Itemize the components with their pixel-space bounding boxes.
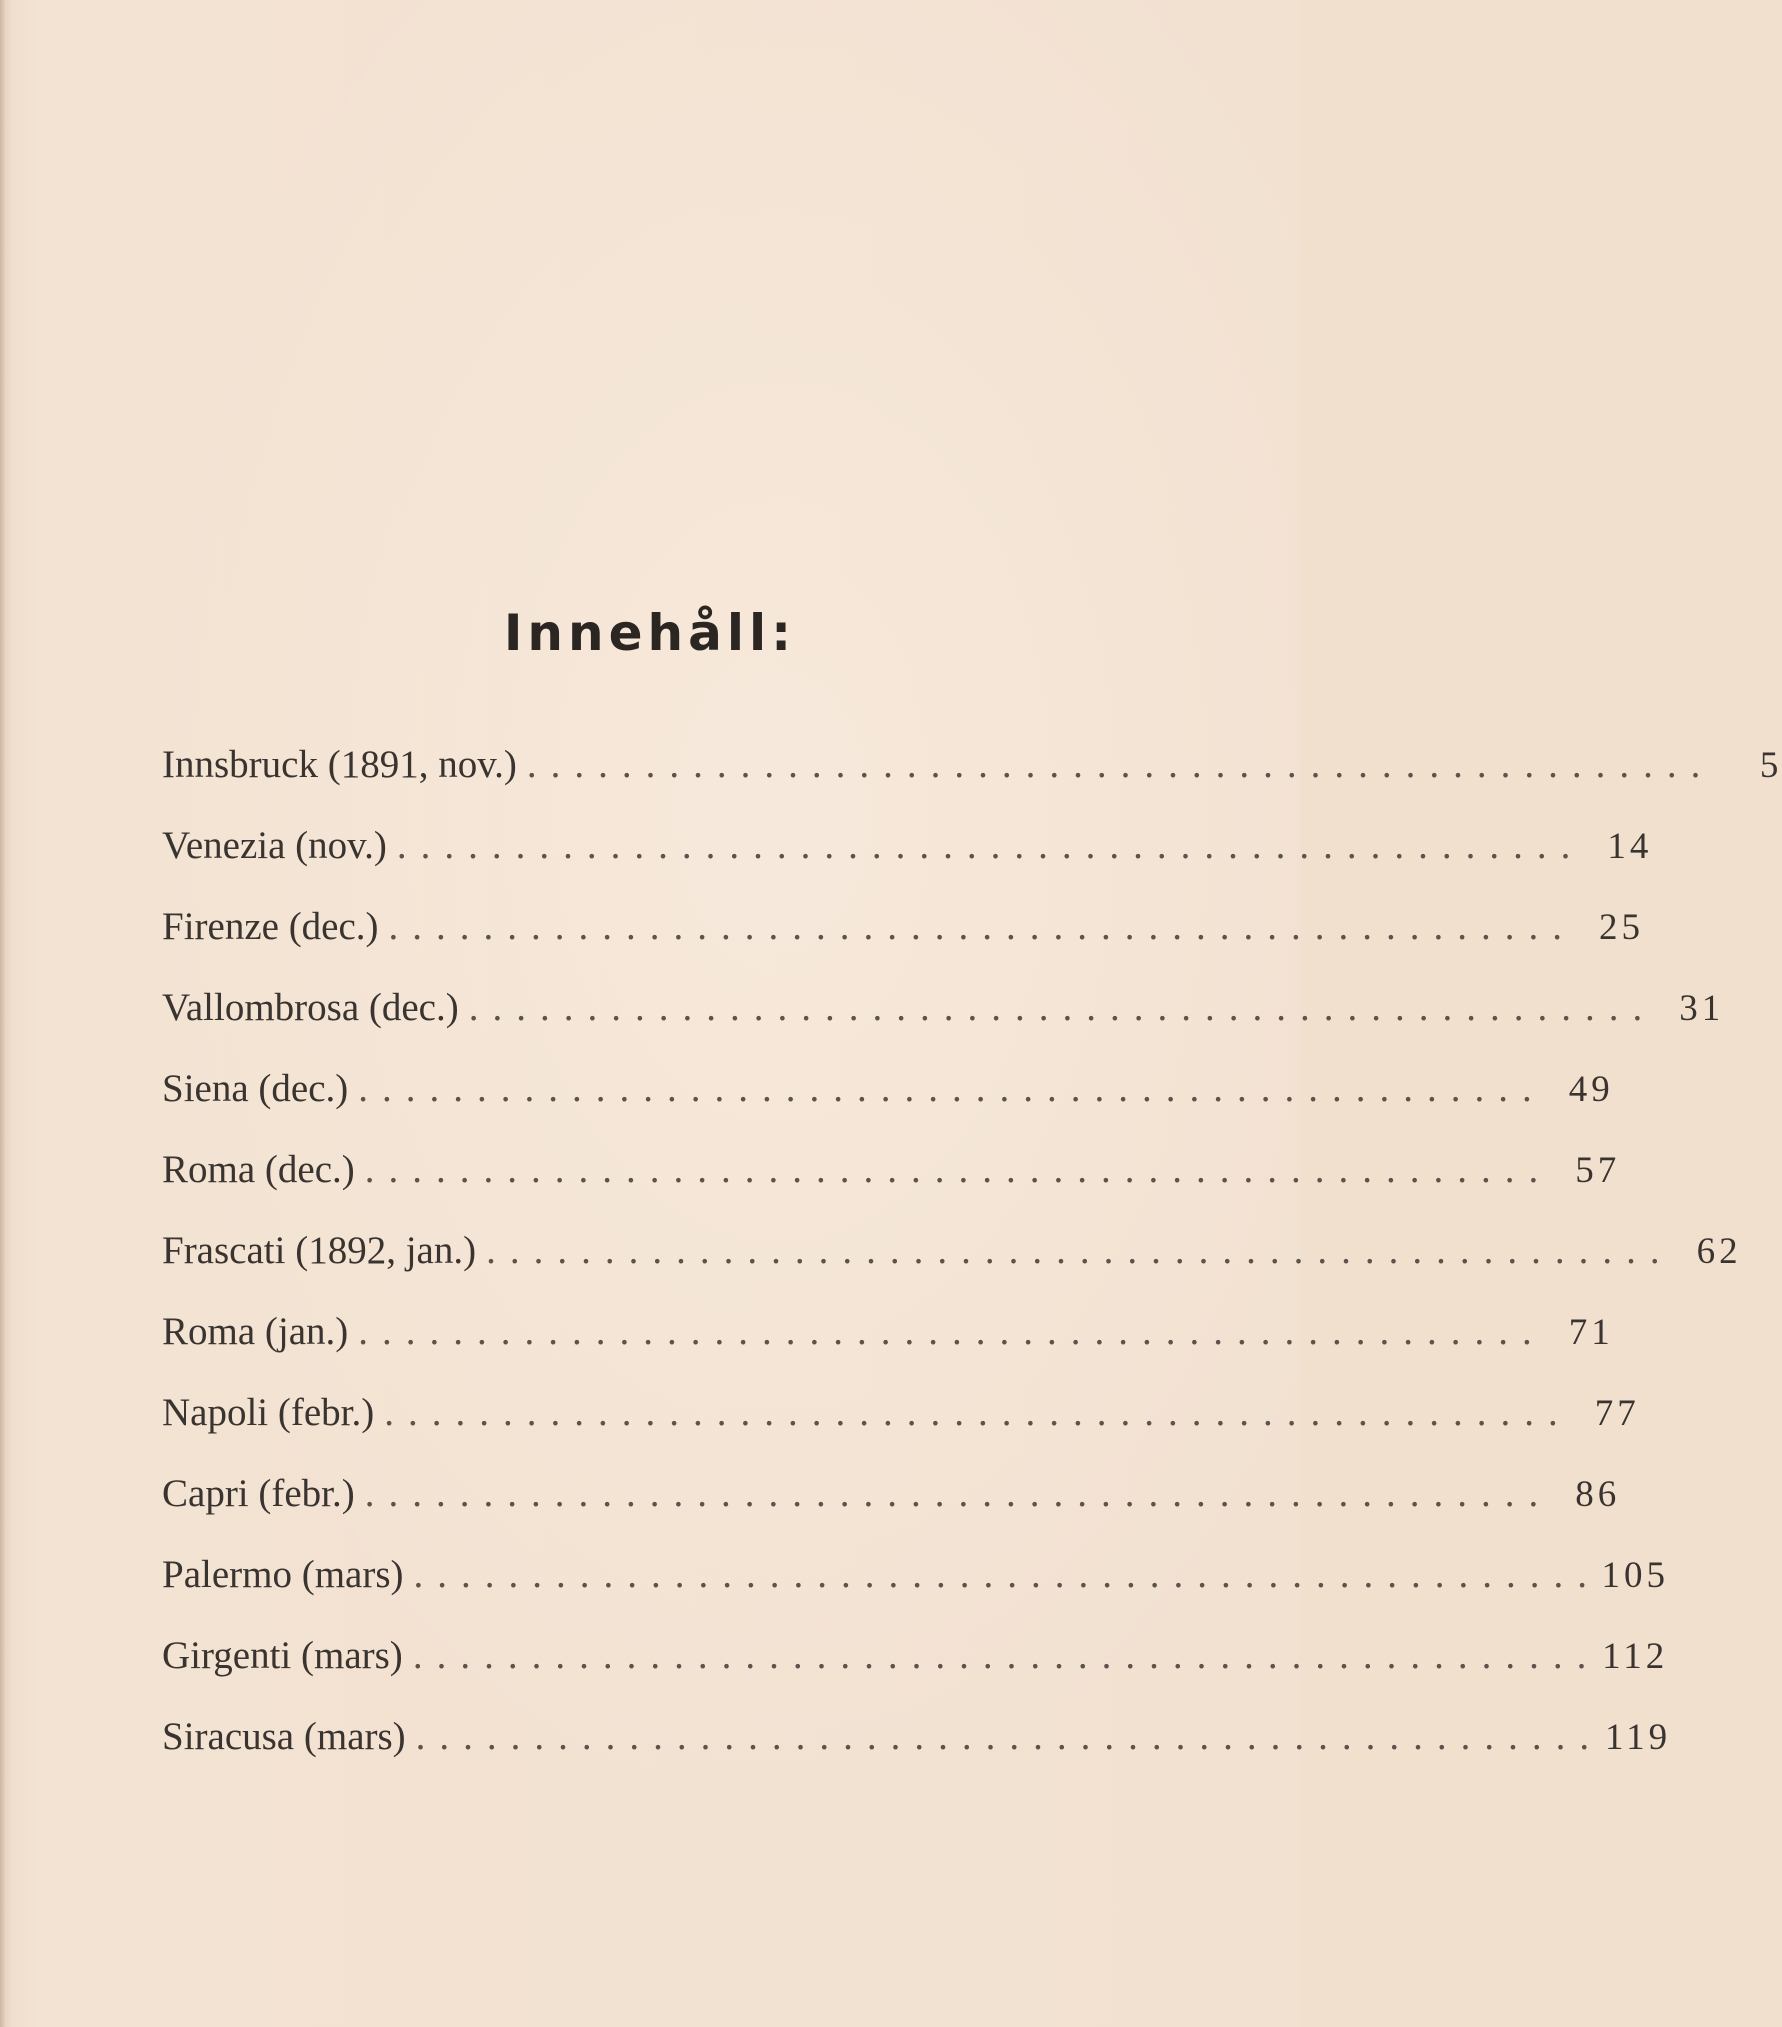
toc-entry: [162, 1552, 1670, 1633]
toc-entry: [162, 904, 1645, 985]
toc-entry-title: Frascati (1892, jan.): [162, 1229, 477, 1272]
toc-entry-page: 62: [1696, 1231, 1742, 1272]
toc-entry-page: 77: [1594, 1393, 1640, 1434]
toc-entry-page: 31: [1679, 988, 1725, 1029]
dot-leader: ..................................................: [388, 905, 1577, 948]
toc-entry: [162, 1228, 1742, 1309]
toc-entry-title: Vallombrosa (dec.): [162, 986, 459, 1029]
dot-leader: ..................................................: [412, 1634, 1601, 1677]
toc-entry: [162, 985, 1725, 1066]
dot-leader: ..................................................: [415, 1715, 1604, 1758]
table-of-contents: [162, 742, 1782, 1795]
toc-entry: [162, 1633, 1669, 1714]
toc-entry-page: 5: [1759, 745, 1782, 786]
dot-leader: ..................................................: [486, 1229, 1674, 1272]
page-title: Innehåll:: [503, 603, 797, 662]
toc-entry-title: Siena (dec.): [162, 1067, 349, 1110]
toc-entry-title: Napoli (febr.): [162, 1391, 375, 1434]
toc-entry-page: 105: [1601, 1555, 1670, 1596]
dot-leader: ..................................................: [364, 1472, 1553, 1515]
dot-leader: ..................................................: [526, 743, 1715, 786]
toc-entry: [162, 1471, 1621, 1552]
toc-entry-title: Roma (jan.): [162, 1310, 349, 1353]
dot-leader: ..................................................: [358, 1310, 1546, 1353]
toc-entry-page: 57: [1575, 1150, 1621, 1191]
toc-entry-page: 49: [1568, 1069, 1614, 1110]
toc-entry: [162, 1147, 1621, 1228]
toc-entry: [162, 742, 1782, 823]
toc-entry: [162, 1390, 1640, 1471]
toc-entry-page: 119: [1605, 1717, 1672, 1758]
dot-leader: ..................................................: [358, 1067, 1546, 1110]
toc-entry-title: Siracusa (mars): [162, 1715, 406, 1758]
toc-entry: [162, 1714, 1672, 1795]
dot-leader: ..................................................: [396, 824, 1585, 867]
toc-entry-title: Girgenti (mars): [162, 1634, 403, 1677]
toc-entry-page: 86: [1575, 1474, 1621, 1515]
page-edge: [0, 0, 6, 2027]
toc-entry-page: 71: [1568, 1312, 1614, 1353]
toc-entry-title: Palermo (mars): [162, 1553, 404, 1596]
toc-entry: [162, 1066, 1614, 1147]
toc-entry-title: Firenze (dec.): [162, 905, 379, 948]
toc-entry-title: Innsbruck (1891, nov.): [162, 743, 517, 786]
dot-leader: ..................................................: [384, 1391, 1572, 1434]
toc-entry: [162, 823, 1653, 904]
dot-leader: ..................................................: [413, 1553, 1602, 1596]
toc-entry: [162, 1309, 1614, 1390]
toc-entry-page: 25: [1599, 907, 1645, 948]
dot-leader: ..................................................: [364, 1148, 1553, 1191]
dot-leader: ..................................................: [468, 986, 1657, 1029]
toc-entry-title: Capri (febr.): [162, 1472, 355, 1515]
toc-entry-title: Venezia (nov.): [162, 824, 387, 867]
toc-entry-page: 14: [1607, 826, 1653, 867]
toc-entry-title: Roma (dec.): [162, 1148, 355, 1191]
toc-entry-page: 112: [1602, 1636, 1669, 1677]
